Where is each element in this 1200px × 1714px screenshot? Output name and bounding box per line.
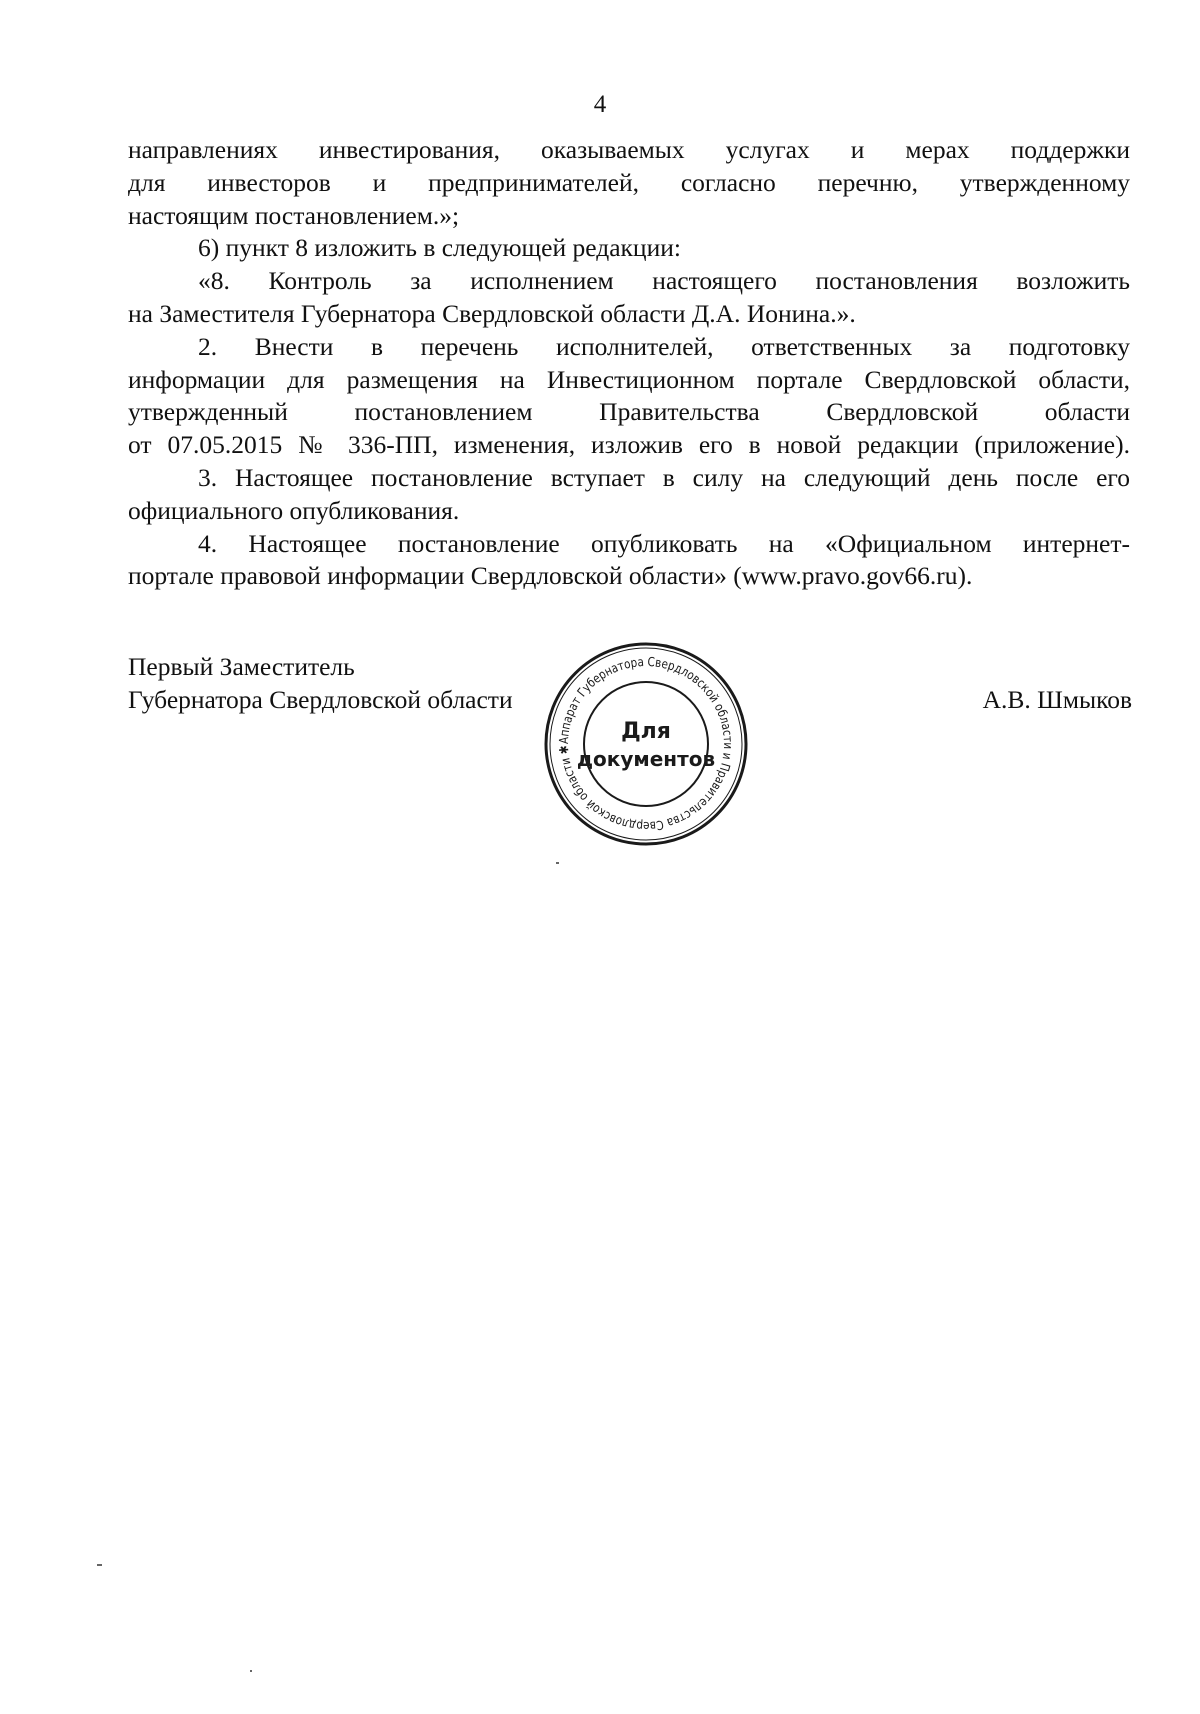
text-line: 2. Внести в перечень исполнителей, ответственных за подготовку <box>198 331 1130 361</box>
signature-title-line: Губернатора Свердловской области <box>128 685 513 714</box>
text-line: направлениях инвестирования, оказываемых услугах и мерах поддержки <box>128 135 1130 164</box>
stamp-seal-icon <box>540 638 752 850</box>
stamp-outer-ring-inner <box>550 648 742 840</box>
paragraph <box>128 462 1130 528</box>
text-line: информации для размещения на Инвестиционном портале Свердловской области, <box>128 364 1130 394</box>
stamp-center-line: документов <box>576 747 716 771</box>
signature-title-line: Первый Заместитель <box>128 652 355 681</box>
text-line: официального опубликования. <box>128 495 460 525</box>
signer-name: А.В. Шмыков <box>982 685 1132 714</box>
stamp-outer-ring <box>546 644 746 844</box>
text-line: настоящим постановлением.»; <box>128 200 460 230</box>
page-number: 4 <box>593 91 607 118</box>
paragraph <box>128 331 1130 462</box>
signature-title <box>128 650 588 716</box>
text-line: для инвесторов и предпринимателей, согласно перечню, утвержденному <box>128 167 1130 197</box>
document-body <box>128 134 1130 593</box>
official-stamp <box>540 638 752 850</box>
scan-speck <box>97 1564 102 1566</box>
text-line: 4. Настоящее постановление опубликовать на «Официальном интернет- <box>198 528 1130 558</box>
paragraph <box>128 528 1130 594</box>
text-line: 3. Настоящее постановление вступает в силу на следующий день после его <box>198 462 1130 492</box>
paragraph <box>128 265 1130 331</box>
paragraph <box>128 134 1130 232</box>
text-line: 6) пункт 8 изложить в следующей редакции: <box>198 233 681 263</box>
stamp-center-line: Для <box>621 719 671 744</box>
text-line: от 07.05.2015 № 336-ПП, изменения, изложив его в новой редакции (приложение). <box>128 430 1130 460</box>
text-line: утвержденный постановлением Правительства Свердловской области <box>128 397 1130 427</box>
stamp-ring-text-path: Аппарат Губернатора Свердловской области и Правительства Свердловской области ✱ <box>555 653 737 835</box>
paragraph <box>128 232 1130 265</box>
text-line: на Заместителя Губернатора Свердловской области Д.А. Ионина.». <box>128 298 856 328</box>
text-line: портале правовой информации Свердловской области» (www.pravo.gov66.ru). <box>128 561 973 591</box>
text-line: «8. Контроль за исполнением настоящего постановления возложить <box>198 266 1130 296</box>
scan-speck <box>250 1670 252 1672</box>
scan-speck <box>556 862 559 864</box>
stamp-inner-ring <box>584 682 708 806</box>
